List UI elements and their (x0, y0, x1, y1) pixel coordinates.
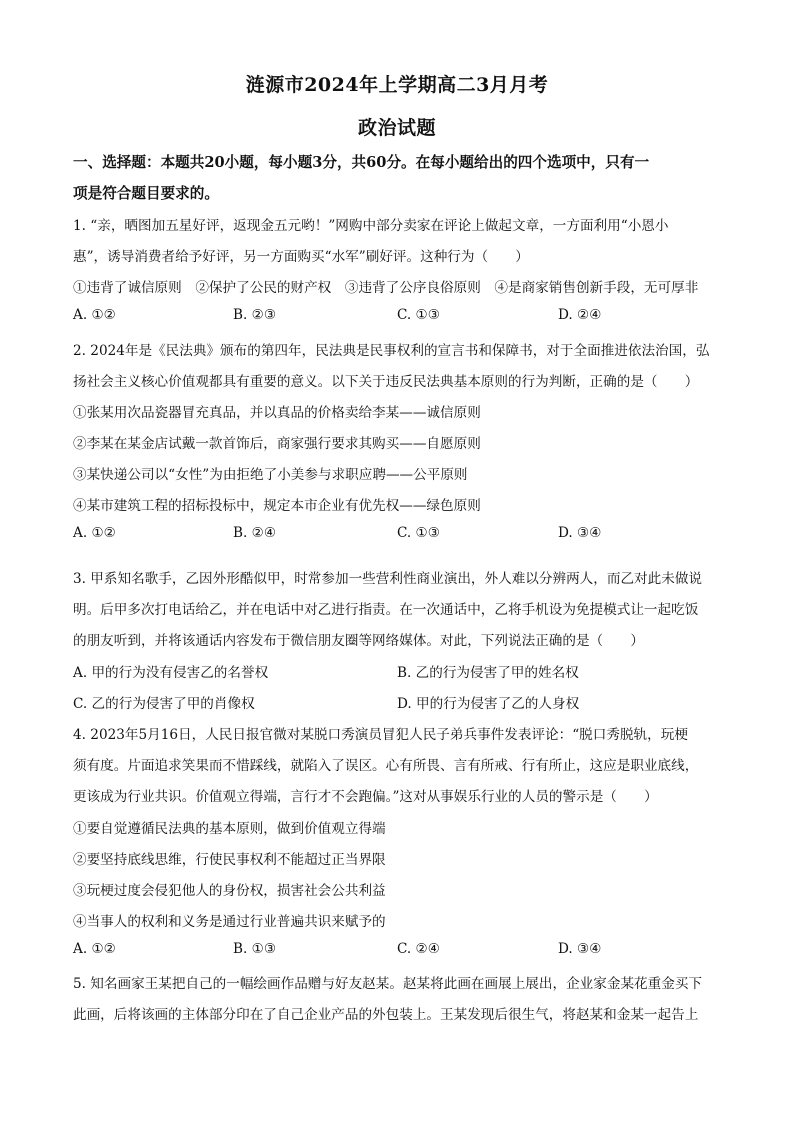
q4-statement-3: ③玩梗过度会侵犯他人的身份权，损害社会公共利益 (73, 883, 386, 899)
q4-option-a: A. ①② (73, 941, 116, 957)
q1-statements: ①违背了诚信原则 ②保护了公民的财产权 ③违背了公序良俗原则 ④是商家销售创新手段，无可厚非 (73, 280, 699, 296)
q4-statement-1: ①要自觉遵循民法典的基本原则，做到价值观立得端 (73, 821, 386, 837)
q2-option-d: D. ③④ (558, 525, 602, 541)
exam-title: 涟源市2024年上学期高二3月月考 (245, 74, 549, 96)
exam-subject: 政治试题 (357, 117, 436, 139)
q4-stem-line1: 4. 2023年5月16日，人民日报官微对某脱口秀演员冒犯人民子弟兵事件发表评论：“脱口秀脱轨，玩梗 (73, 727, 688, 743)
q2-stem-line2: 扬社会主义核心价值观都具有重要的意义。以下关于违反民法典基本原则的行为判断，正确的是（ ） (73, 374, 699, 390)
q2-statement-4: ④某市建筑工程的招标投标中，规定本市企业有优先权——绿色原则 (73, 498, 481, 514)
q4-statement-4: ④当事人的权利和义务是通过行业普遍共识来赋予的 (73, 914, 386, 930)
q4-option-c: C. ②④ (397, 941, 440, 957)
q1-option-d: D. ②④ (558, 307, 602, 323)
q3-option-c: C. 乙的行为侵害了甲的肖像权 (73, 696, 255, 712)
q2-option-a: A. ①② (73, 525, 116, 541)
q2-statement-3: ③某快递公司以“女性”为由拒绝了小美参与求职应聘——公平原则 (73, 467, 468, 483)
q3-stem-line2: 明。后甲多次打电话给乙，并在电话中对乙进行指责。在一次通话中，乙将手机设为免提模式让一起吃饭 (73, 602, 699, 618)
q1-stem-line2: 惠”，诱导消费者给予好评，另一方面购买“水军”刷好评。这种行为（ ） (73, 249, 529, 265)
q1-stem-line1: 1. “亲，晒图加五星好评，返现金五元哟！”网购中部分卖家在评论上做起文章，一方面利用“小恩小 (73, 218, 669, 234)
q1-option-b: B. ②③ (233, 307, 277, 323)
q4-statement-2: ②要坚持底线思维，行使民事权利不能超过正当界限 (73, 852, 386, 868)
q1-option-c: C. ①③ (397, 307, 440, 323)
q3-option-a: A. 甲的行为没有侵害乙的名誉权 (73, 665, 269, 681)
q3-stem-line1: 3. 甲系知名歌手，乙因外形酷似甲，时常参加一些营利性商业演出，外人难以分辨两人，而乙对此未做说 (73, 571, 703, 587)
q2-option-b: B. ②④ (233, 525, 277, 541)
q4-stem-line2: 须有度。片面追求笑果而不惜踩线，就陷入了误区。心有所畏、言有所戒、行有所止，这应是职业底线， (73, 758, 699, 774)
q4-option-b: B. ①③ (233, 941, 277, 957)
q3-option-d: D. 甲的行为侵害了乙的人身权 (397, 696, 580, 712)
section-instruction-line2: 项是符合题目要求的。 (73, 185, 219, 202)
q3-option-b: B. 乙的行为侵害了甲的姓名权 (397, 665, 579, 681)
section-instruction-line1: 一、选择题：本题共20小题，每小题3分，共60分。在每小题给出的四个选项中，只有一 (73, 154, 650, 171)
q1-option-a: A. ①② (73, 307, 116, 323)
q3-stem-line3: 的朋友听到，并将该通话内容发布于微信朋友圈等网络媒体。对此，下列说法正确的是（ ） (73, 633, 644, 649)
q5-stem-line2: 此画，后将该画的主体部分印在了自己企业产品的外包装上。王某发现后很生气，将赵某和金某一起告上 (73, 1007, 699, 1023)
q4-stem-line3: 更该成为行业共识。价值观立得端，言行才不会跑偏。”这对从事娱乐行业的人员的警示是（ ） (73, 789, 658, 805)
q2-stem-line1: 2. 2024年是《民法典》颁布的第四年，民法典是民事权利的宣言书和保障书，对于全面推进依法治国，弘 (73, 343, 710, 359)
q2-statement-1: ①张某用次品瓷器冒充真品，并以真品的价格卖给李某——诚信原则 (73, 405, 481, 421)
q5-stem-line1: 5. 知名画家王某把自己的一幅绘画作品赠与好友赵某。赵某将此画在画展上展出，企业家金某花重金买下 (73, 976, 703, 992)
q2-statement-2: ②李某在某金店试戴一款首饰后，商家强行要求其购买——自愿原则 (73, 436, 481, 452)
q2-option-c: C. ①③ (397, 525, 440, 541)
q4-option-d: D. ③④ (558, 941, 602, 957)
